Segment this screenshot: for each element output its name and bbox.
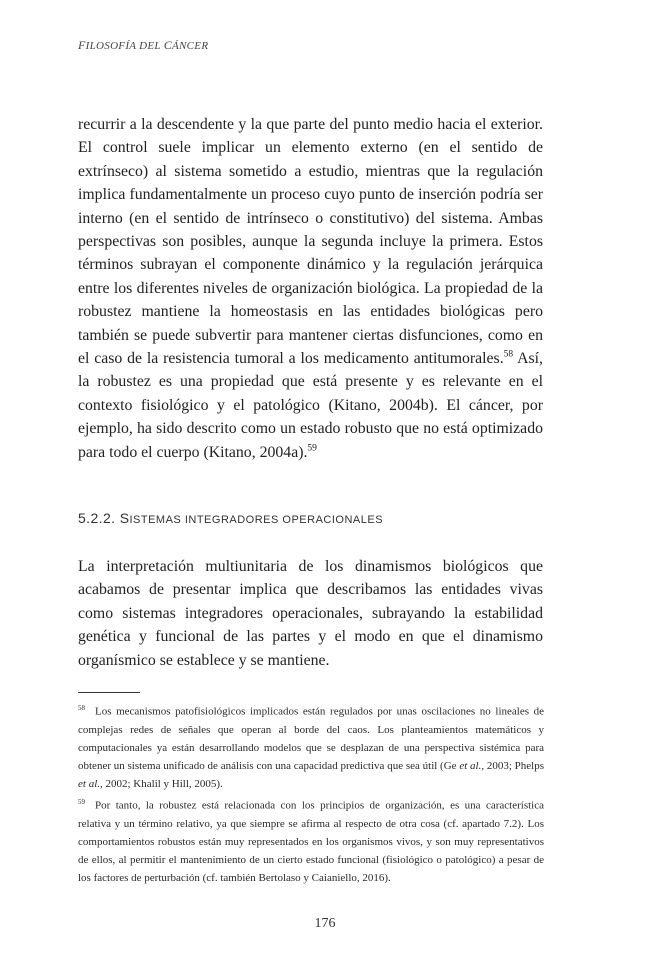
running-head [78,38,208,53]
footnote-text: Por tanto, la robustez está relacionada con los principios de organización, es una característica relativa y un término relativo, ya que siempre se afirma al respecto de otra cosa (cf. apartado 7.2). Los comportamientos robustos están muy representados en los organismos vivos, y son muy representativos de ellos, al permitir el mantenimiento de un cierto estado funcional (fisiológico o patológico) a pesar de los factores de perturbación (cf. también Bertolaso y Caianiello, 2016). [78,799,544,885]
running-head-initial: C [163,38,173,52]
footnote-number: 58 [78,704,85,712]
paragraph-text: Así, la robustez es una propiedad que está presente y es relevante en el contexto fisiológico y el patológico (Kitano, 2004b). El cáncer, por ejemplo, ha sido descrito como un estado robusto que no está optimizado para todo el cuerpo (Kitano, 2004a). [78,350,543,461]
footnote-text: 2003; Phelps [484,759,544,772]
page-number: 176 [314,916,336,931]
footnote-reference[interactable]: 58 [503,349,514,360]
running-head-initial: F [78,38,86,52]
section-title: ISTEMAS INTEGRADORES OPERACIONALES [129,514,384,526]
section-title-initial: S [119,510,130,526]
footnote [78,793,544,887]
footnote-divider [78,692,140,693]
running-head-text: ILOSOFÍA DEL [85,40,164,52]
body-paragraph-2 [78,555,543,672]
section-heading [78,510,548,526]
footnote-number: 59 [78,798,85,807]
body-paragraph-1 [78,113,543,464]
footnote-italic: et al., [78,778,103,791]
footnote [78,699,544,793]
paragraph-text: recurrir a la descendente y la que parte del punto medio hacia el exterior. El control suele implicar un elemento externo (en el sentido de extrínseco) al sistema sometido a estudio, mientras que la regulación implica fundamentalmente un proceso cuyo punto de inserción podría ser interno (en el sentido de intrínseco o constitutivo) del sistema. Ambas perspectivas son posibles, aunque la segunda incluye la primera. Estos términos subrayan el componente dinámico y la regulación jerárquica entre los diferentes niveles de organización biológica. La propiedad de la robustez mantiene la homeostasis en las entidades biológicas pero también se puede subvertir para mantener ciertas disfunciones, como en el caso de la resistencia tumoral a los medicamento antitumorales. [78,116,543,368]
footnote-reference[interactable]: 59 [307,443,317,454]
running-head-text: ÁNCER [172,40,209,52]
footnote-italic: et al., [459,759,485,772]
footnote-text: 2002; Khalil y Hill, 2005). [102,778,223,791]
footnotes [78,699,544,887]
section-number: 5.2.2. [78,510,116,526]
footnote-text: Los mecanismos patofisiológicos implicados están regulados por unas oscilaciones no lineales de complejas redes de señales que operan al borde del caos. Los planteamientos matemáticos y computacionales ya están desarrollando modelos que se desplazan de una perspectiva sistémica para obtener un sistema unificado de análisis con una capacidad predictiva que sea útil (Ge [78,705,544,772]
paragraph-text: La interpretación multiunitaria de los dinamismos biológicos que acabamos de presentar implica que describamos las entidades vivas como sistemas integradores operacionales, subrayando la estabilidad genética y funcional de las partes y el modo en que el dinamismo organísmico se establece y se mantiene. [78,558,543,669]
